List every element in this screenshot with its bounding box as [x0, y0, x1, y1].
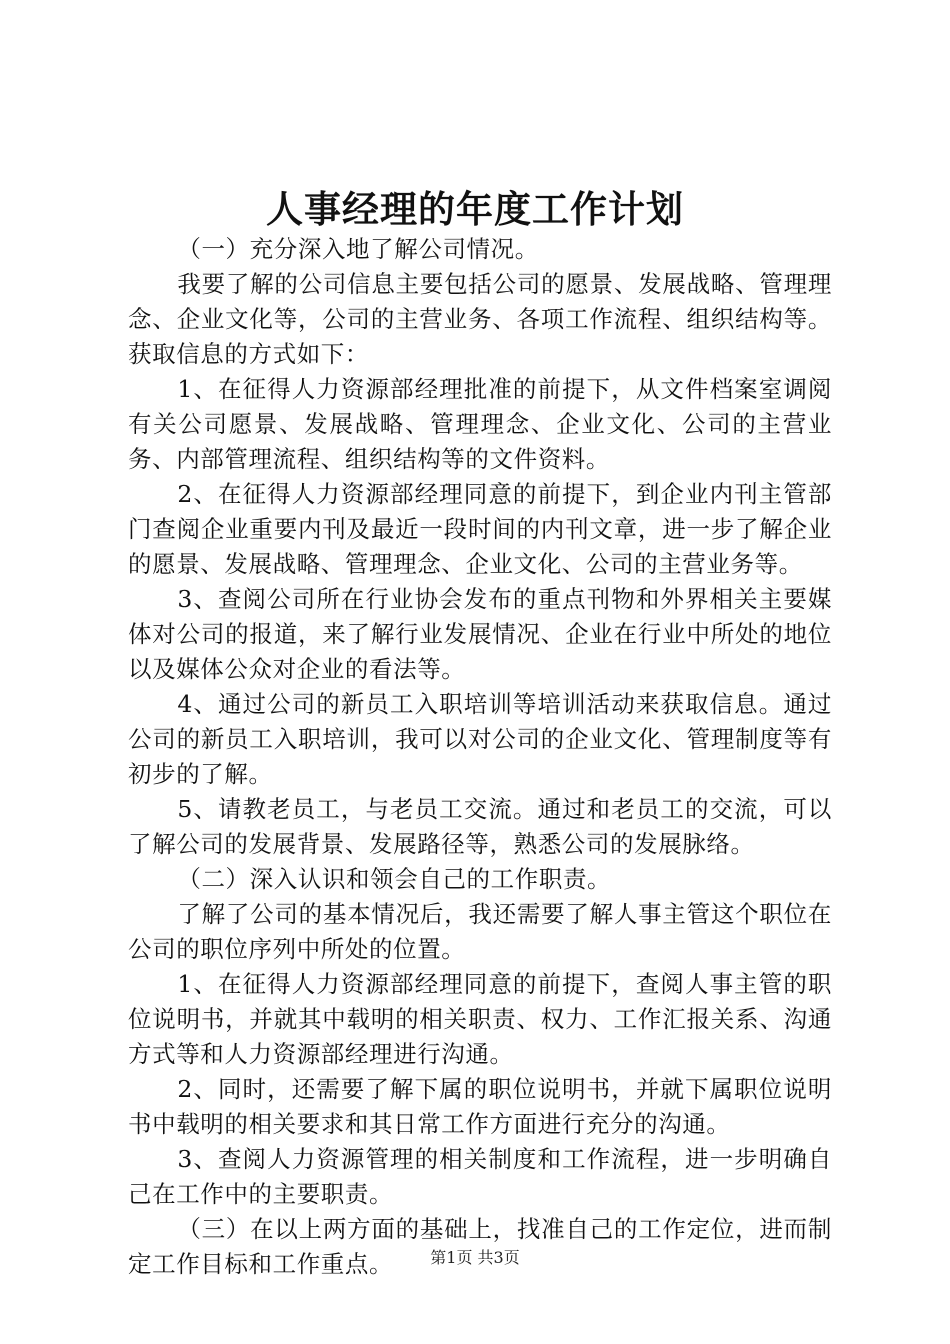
- paragraph: 2、同时，还需要了解下属的职位说明书，并就下属职位说明书中载明的相关要求和其日常工作方面进行充分的沟通。: [128, 1075, 832, 1138]
- paragraph: 5、请教老员工，与老员工交流。通过和老员工的交流，可以了解公司的发展背景、发展路径等，熟悉公司的发展脉络。: [128, 795, 832, 858]
- paragraph-section-3-heading: （三）在以上两方面的基础上，找准自己的工作定位，进而制定工作目标和工作重点。: [128, 1215, 832, 1278]
- page-title: 人事经理的年度工作计划: [266, 187, 684, 231]
- paragraph: 3、查阅公司所在行业协会发布的重点刊物和外界相关主要媒体对公司的报道，来了解行业发展情况、企业在行业中所处的地位以及媒体公众对企业的看法等。: [128, 585, 832, 683]
- paragraph: 我要了解的公司信息主要包括公司的愿景、发展战略、管理理念、企业文化等，公司的主营业务、各项工作流程、组织结构等。获取信息的方式如下：: [128, 270, 832, 368]
- paragraph: 2、在征得人力资源部经理同意的前提下，到企业内刊主管部门查阅企业重要内刊及最近一段时间的内刊文章，进一步了解企业的愿景、发展战略、管理理念、企业文化、公司的主营业务等。: [128, 480, 832, 578]
- page-footer: 第1页 共3页: [430, 1248, 520, 1267]
- paragraph: 1、在征得人力资源部经理同意的前提下，查阅人事主管的职位说明书，并就其中载明的相关职责、权力、工作汇报关系、沟通方式等和人力资源部经理进行沟通。: [128, 970, 832, 1068]
- paragraph: 4、通过公司的新员工入职培训等培训活动来获取信息。通过公司的新员工入职培训，我可以对公司的企业文化、管理制度等有初步的了解。: [128, 690, 832, 788]
- paragraph: 3、查阅人力资源管理的相关制度和工作流程，进一步明确自己在工作中的主要职责。: [128, 1145, 832, 1208]
- paragraph: 1、在征得人力资源部经理批准的前提下，从文件档案室调阅有关公司愿景、发展战略、管理理念、企业文化、公司的主营业务、内部管理流程、组织结构等的文件资料。: [128, 375, 832, 473]
- paragraph-section-2-heading: （二）深入认识和领会自己的工作职责。: [177, 865, 612, 893]
- paragraph: 了解了公司的基本情况后，我还需要了解人事主管这个职位在公司的职位序列中所处的位置。: [128, 900, 832, 963]
- paragraph-section-1-heading: （一）充分深入地了解公司情况。: [177, 235, 539, 263]
- document-body: [128, 232, 832, 1282]
